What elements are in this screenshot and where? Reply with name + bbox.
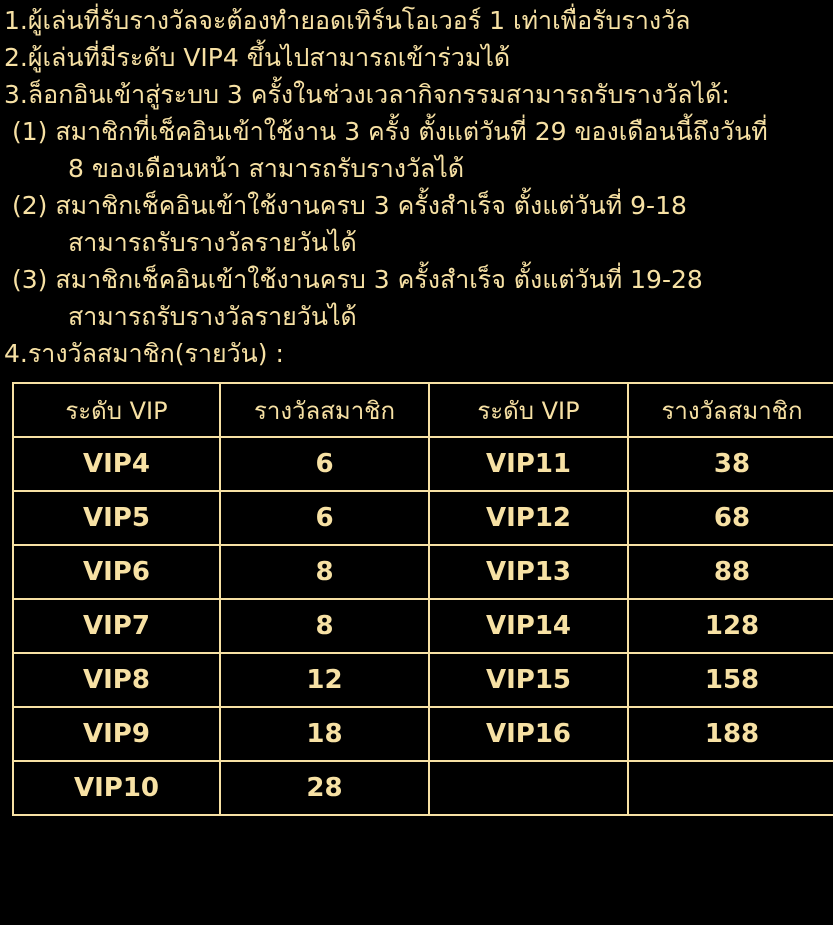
vip-reward-table-wrap bbox=[4, 382, 829, 816]
rule-line-2: 2.ผู้เล่นที่มีระดับ VIP4 ขึ้นไปสามารถเข้าร่วมได้ bbox=[4, 43, 511, 72]
sub-rule-1-line-2: 8 ของเดือนหน้า สามารถรับรางวัลได้ bbox=[68, 154, 465, 183]
table-cell-vip: VIP5 bbox=[13, 491, 220, 545]
table-cell-vip: VIP6 bbox=[13, 545, 220, 599]
table-header-cell: ระดับ VIP bbox=[13, 383, 220, 437]
table-row bbox=[13, 599, 833, 653]
table-cell-reward: 8 bbox=[220, 545, 429, 599]
rule-line-3: 3.ล็อกอินเข้าสู่ระบบ 3 ครั้งในช่วงเวลากิจกรรมสามารถรับรางวัลได้: bbox=[4, 80, 730, 109]
table-cell-vip: VIP14 bbox=[429, 599, 628, 653]
table-cell-reward: 158 bbox=[628, 653, 833, 707]
table-cell-reward: 188 bbox=[628, 707, 833, 761]
table-header-cell: รางวัลสมาชิก bbox=[220, 383, 429, 437]
table-row bbox=[13, 545, 833, 599]
table-header-row bbox=[13, 383, 833, 437]
table-cell-reward: 18 bbox=[220, 707, 429, 761]
table-row bbox=[13, 437, 833, 491]
table-header-cell: รางวัลสมาชิก bbox=[628, 383, 833, 437]
table-cell-vip: VIP4 bbox=[13, 437, 220, 491]
table-row bbox=[13, 707, 833, 761]
table-cell-vip: VIP15 bbox=[429, 653, 628, 707]
table-cell-vip bbox=[429, 761, 628, 815]
sub-rule-3-line-2: สามารถรับรางวัลรายวันได้ bbox=[68, 302, 357, 331]
table-cell-reward: 6 bbox=[220, 437, 429, 491]
table-cell-reward: 28 bbox=[220, 761, 429, 815]
table-row bbox=[13, 491, 833, 545]
table-cell-reward: 38 bbox=[628, 437, 833, 491]
sub-rule-2-line-1: (2) สมาชิกเช็คอินเข้าใช้งานครบ 3 ครั้งสำเร็จ ตั้งแต่วันที่ 9-18 bbox=[12, 191, 687, 220]
table-row bbox=[13, 653, 833, 707]
table-cell-vip: VIP11 bbox=[429, 437, 628, 491]
table-cell-vip: VIP8 bbox=[13, 653, 220, 707]
sub-rule-2-line-2: สามารถรับรางวัลรายวันได้ bbox=[68, 228, 357, 257]
table-cell-reward: 6 bbox=[220, 491, 429, 545]
table-cell-reward: 88 bbox=[628, 545, 833, 599]
table-cell-vip: VIP16 bbox=[429, 707, 628, 761]
table-cell-reward: 128 bbox=[628, 599, 833, 653]
table-cell-vip: VIP7 bbox=[13, 599, 220, 653]
table-cell-vip: VIP13 bbox=[429, 545, 628, 599]
vip-reward-table bbox=[12, 382, 833, 816]
table-cell-vip: VIP12 bbox=[429, 491, 628, 545]
table-header-cell: ระดับ VIP bbox=[429, 383, 628, 437]
table-cell-vip: VIP9 bbox=[13, 707, 220, 761]
sub-rule-1-line-1: (1) สมาชิกที่เช็คอินเข้าใช้งาน 3 ครั้ง ตั้งแต่วันที่ 29 ของเดือนนี้ถึงวันที่ bbox=[12, 117, 768, 146]
sub-rule-3-line-1: (3) สมาชิกเช็คอินเข้าใช้งานครบ 3 ครั้งสำเร็จ ตั้งแต่วันที่ 19-28 bbox=[12, 265, 703, 294]
table-cell-reward: 68 bbox=[628, 491, 833, 545]
table-cell-reward bbox=[628, 761, 833, 815]
table-row bbox=[13, 761, 833, 815]
table-caption: 4.รางวัลสมาชิก(รายวัน) : bbox=[4, 339, 284, 368]
rule-line-1: 1.ผู้เล่นที่รับรางวัลจะต้องทำยอดเทิร์นโอเวอร์ 1 เท่าเพื่อรับรางวัล bbox=[4, 6, 691, 35]
table-cell-reward: 12 bbox=[220, 653, 429, 707]
table-cell-reward: 8 bbox=[220, 599, 429, 653]
table-cell-vip: VIP10 bbox=[13, 761, 220, 815]
